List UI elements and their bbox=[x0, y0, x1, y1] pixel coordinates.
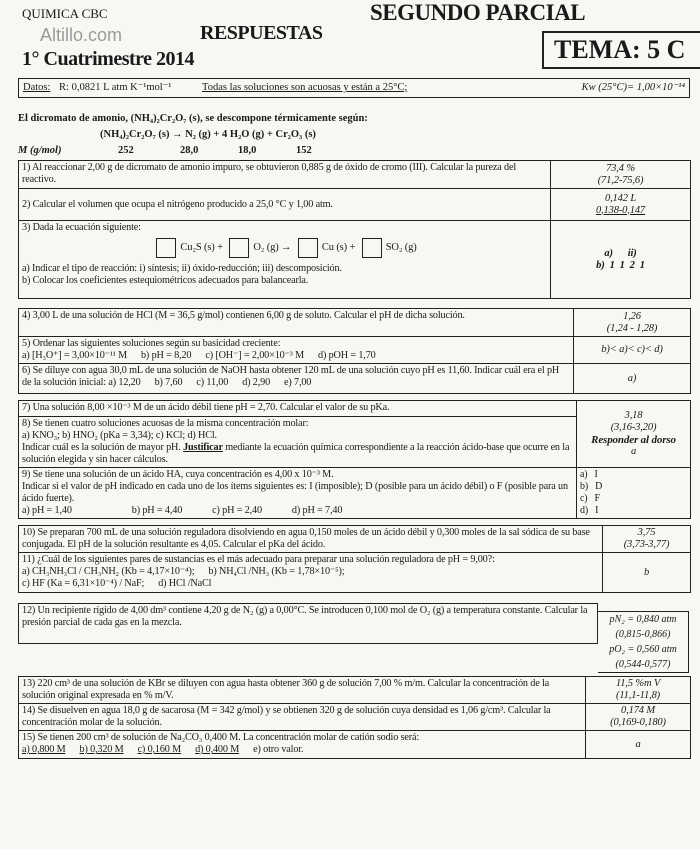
question-3-text: 3) Dada la ecuación siguiente: bbox=[22, 222, 141, 233]
option: c) pH = 2,40 bbox=[212, 505, 262, 516]
question-4: 4) 3,00 L de una solución de HCl (M = 36,5 g/mol) contienen 6,00 g de soluto. Calcular el pH de dicha solución. bbox=[19, 309, 574, 337]
question-12-table bbox=[18, 603, 598, 644]
option: b) NH₄Cl /NH₃ (Kb = 1,78×10⁻⁵); bbox=[208, 566, 345, 577]
option: c) [OH⁻] = 2,00×10⁻³ M bbox=[205, 350, 305, 361]
equation-to-balance bbox=[22, 237, 547, 259]
question-10: 10) Se preparan 700 mL de una solución reguladora disolviendo en agua 0,150 moles de un ácido débil y 0,300 moles de la sal sódica de su base conjugada. El pH de la solución resultante es 4,05. Calcular el pKa del ácido. bbox=[19, 526, 603, 553]
datos-label: Datos: bbox=[23, 82, 51, 93]
species: Cu (s) + bbox=[321, 242, 356, 253]
question-11-options bbox=[22, 566, 599, 578]
question-8 bbox=[19, 417, 577, 468]
answer-10 bbox=[603, 526, 691, 553]
term-label: 1° Cuatrimestre 2014 bbox=[22, 48, 195, 70]
answer-2 bbox=[551, 189, 691, 221]
question-11 bbox=[19, 553, 603, 593]
question-15 bbox=[19, 731, 586, 759]
question-14: 14) Se disuelven en agua 18,0 g de sacarosa (M = 342 g/mol) y se obtienen 320 g de solución cuya densidad es 1,06 g/cm³. Calcular la concentración molar de la solución. bbox=[19, 704, 586, 731]
datos-note: Todas las soluciones son acuosas y están a 25°C; bbox=[202, 82, 408, 93]
question-15-text: 15) Se tienen 200 cm³ de solución de Na₂CO₃ 0,400 M. La concentración molar de catión sodio será: bbox=[22, 732, 420, 743]
option: e) otro valor. bbox=[253, 744, 304, 755]
answer-value: 73,4 % bbox=[606, 162, 635, 174]
answer-12 bbox=[598, 611, 689, 673]
molar-mass: 152 bbox=[296, 145, 312, 156]
content-flow bbox=[18, 112, 691, 759]
answer-3 bbox=[551, 221, 691, 299]
option: a) 0,800 M bbox=[22, 744, 66, 755]
option: d) 0,400 M bbox=[195, 744, 240, 755]
answer-13 bbox=[586, 677, 691, 704]
answer-6: a) bbox=[574, 364, 691, 394]
question-3 bbox=[19, 221, 551, 299]
question-5-options bbox=[22, 350, 570, 362]
option: b) 0,320 M bbox=[79, 744, 124, 755]
molar-mass: 28,0 bbox=[180, 145, 199, 156]
answer-value: a bbox=[630, 446, 637, 457]
answer-value: 1,26 bbox=[623, 310, 641, 322]
option: c) HF (Ka = 6,31×10⁻⁴) / NaF; bbox=[22, 578, 145, 589]
species: O₂ (g) → bbox=[253, 242, 292, 253]
molar-masses bbox=[18, 144, 691, 158]
option: c) 11,00 bbox=[196, 377, 229, 388]
answer-range: (0,544-0,577) bbox=[615, 659, 671, 670]
option: d) 2,90 bbox=[242, 377, 271, 388]
option: b) 7,60 bbox=[154, 377, 183, 388]
question-1: 1) Al reaccionar 2,00 g de dicromato de amonio impuro, se obtuvieron 0,885 g de óxido de cromo (III). Calcular la pureza del reactivo. bbox=[19, 161, 551, 189]
question-9-options bbox=[22, 505, 573, 517]
option: e) 7,00 bbox=[284, 377, 312, 388]
question-8-text: mediante la ecuación química correspondiente a la reacción ácido-base que ocurre en la solución elegida y sin hacer cálculos. bbox=[22, 442, 570, 465]
coefficient-box[interactable] bbox=[362, 238, 382, 258]
questions-block-5 bbox=[18, 603, 691, 673]
question-9-text: 9) Se tiene una solución de un ácido HA, cuya concentración es 4,00 x 10⁻³ M. bbox=[22, 469, 334, 480]
question-12: 12) Un recipiente rígido de 4,00 dm³ contiene 4,20 g de N₂ (g) a 0,00°C. Se introducen 0,100 mol de O₂ (g) a temperatura constante. Calcular la presión parcial de cada gas en la mezcla. bbox=[19, 604, 598, 644]
answer-value: pO₂ = 0,560 atm bbox=[609, 644, 677, 655]
question-5 bbox=[19, 337, 574, 364]
coefficient-box[interactable] bbox=[156, 238, 176, 258]
answer-range: (3,16-3,20) bbox=[610, 422, 657, 433]
watermark-logo: Altillo.com bbox=[40, 25, 123, 45]
option: a) CH₃NH₃Cl / CH₃NH₂ (Kb = 4,17×10⁻⁴); bbox=[22, 566, 195, 577]
answer-value: 3,18 bbox=[624, 410, 643, 421]
coefficient-box[interactable] bbox=[298, 238, 318, 258]
exam-title: SEGUNDO PARCIAL bbox=[370, 0, 586, 25]
question-3a: a) Indicar el tipo de reacción: i) síntesis; ii) óxido-reducción; iii) descomposición. bbox=[22, 263, 342, 274]
question-6-options bbox=[108, 377, 325, 388]
option: d) pH = 7,40 bbox=[291, 505, 343, 516]
answer-value: 11,5 %m V bbox=[615, 678, 661, 689]
question-2: 2) Calcular el volumen que ocupa el nitrógeno producido a 25,0 °C y 1,00 atm. bbox=[19, 189, 551, 221]
questions-block-2 bbox=[18, 308, 691, 394]
answer-value: 0,142 L bbox=[604, 192, 637, 204]
answer-value: c) F bbox=[580, 493, 600, 504]
answer-7-8 bbox=[577, 401, 691, 468]
question-3b: b) Colocar los coeficientes estequiométricos adecuados para balancearla. bbox=[22, 275, 309, 286]
answer-value: b) D bbox=[580, 481, 603, 492]
option: a) 12,20 bbox=[108, 377, 141, 388]
question-13: 13) 220 cm³ de una solución de KBr se diluyen con agua hasta obtener 360 g de solución 7,00 % m/m. Calcular la concentración de la solución original expresada en % m/V. bbox=[19, 677, 586, 704]
answer-value: Responder al dorso bbox=[591, 434, 676, 446]
question-8-text: 8) Se tienen cuatro soluciones acuosas de la misma concentración molar: bbox=[22, 418, 309, 429]
answer-value: 3,75 bbox=[637, 527, 656, 538]
justify-label: Justificar bbox=[183, 442, 223, 453]
datos-left bbox=[23, 80, 413, 96]
answer-value: pN₂ = 0,840 atm bbox=[609, 614, 677, 625]
answer-value: b) 1 1 2 1 bbox=[596, 259, 645, 271]
tema-box: TEMA: 5 C bbox=[542, 31, 700, 69]
question-8-text: Indicar cuál es la solución de mayor pH. bbox=[22, 442, 181, 453]
course-name: QUIMICA CBC bbox=[22, 6, 108, 21]
option: a) pH = 1,40 bbox=[22, 505, 72, 516]
answer-range: 0,138-0,147 bbox=[595, 204, 646, 216]
answer-value: a) I bbox=[580, 469, 598, 480]
answer-14 bbox=[586, 704, 691, 731]
question-11-options bbox=[22, 578, 599, 590]
answer-9 bbox=[577, 468, 691, 519]
answer-range: (11,1-11,8) bbox=[615, 690, 661, 701]
question-9 bbox=[19, 468, 577, 519]
option: d) pOH = 1,70 bbox=[318, 350, 376, 361]
answer-value: a) ii) bbox=[604, 247, 637, 259]
gas-constant: R: 0,0821 L atm K⁻¹mol⁻¹ bbox=[59, 82, 172, 93]
answer-11: b bbox=[603, 553, 691, 593]
questions-block-1 bbox=[18, 160, 691, 299]
question-11-text: 11) ¿Cuál de los siguientes pares de sustancias es el más adecuado para preparar una solución reguladora de pH = 9,00?: bbox=[22, 554, 495, 565]
question-5-text: 5) Ordenar las siguientes soluciones según su basicidad creciente: bbox=[22, 338, 281, 349]
question-7: 7) Una solución 8,00 ×10⁻³ M de un ácido débil tiene pH = 2,70. Calcular el valor de su pKa. bbox=[19, 401, 577, 417]
questions-block-6 bbox=[18, 676, 691, 759]
answer-4 bbox=[574, 309, 691, 337]
answer-range: (0,169-0,180) bbox=[610, 717, 666, 728]
answer-range: (1,24 - 1,28) bbox=[606, 322, 658, 334]
question-8-options: a) KNO₃; b) HNO₂ (pKa = 3,34); c) KCl; d) HCl. bbox=[22, 430, 217, 441]
answer-value: 0,174 M bbox=[621, 705, 655, 716]
reaction-equation: (NH₄)₂Cr₂O₇ (s) → N₂ (g) + 4 H₂O (g) + Cr₂O₃ (s) bbox=[100, 129, 316, 140]
option: d) HCl /NaCl bbox=[158, 578, 212, 589]
option: a) [H₃O⁺] = 3,00×10⁻¹¹ M bbox=[22, 350, 127, 361]
coefficient-box[interactable] bbox=[229, 238, 249, 258]
molar-mass: 18,0 bbox=[238, 145, 257, 156]
question-9-text: Indicar si el valor de pH indicado en cada uno de los ítems siguientes es: I (imposible); D (posible para un ácido débil) o F (posible para un ácido fuerte). bbox=[22, 481, 568, 504]
option: b) pH = 8,20 bbox=[140, 350, 192, 361]
molar-mass: 252 bbox=[118, 145, 134, 156]
question-6 bbox=[19, 364, 574, 394]
answer-range: (0,815-0,866) bbox=[615, 629, 671, 640]
kw-value: Kw (25°C)= 1,00×10⁻¹⁴ bbox=[581, 82, 685, 93]
option: b) pH = 4,40 bbox=[131, 505, 183, 516]
answers-title: RESPUESTAS bbox=[200, 22, 323, 44]
answer-1 bbox=[551, 161, 691, 189]
answer-5: b)< a)< c)< d) bbox=[574, 337, 691, 364]
question-15-options bbox=[22, 744, 582, 756]
answer-15: a bbox=[586, 731, 691, 759]
species: SO₂ (g) bbox=[385, 242, 417, 253]
answer-range: (3,73-3,77) bbox=[623, 539, 670, 550]
answer-range: (71,2-75,6) bbox=[597, 174, 644, 186]
intro-text: El dicromato de amonio, (NH₄)₂Cr₂O₇ (s), se descompone térmicamente según: bbox=[18, 113, 368, 124]
answer-value: d) I bbox=[580, 505, 599, 516]
question-6-text: 6) Se diluye con agua 30,0 mL de una solución de NaOH hasta obtener 120 mL de una solución cuyo pH es 11,60. Indicar cuál era el pH de la solución inicial: bbox=[22, 365, 560, 388]
questions-block-4 bbox=[18, 525, 691, 593]
species: Cu₂S (s) + bbox=[180, 242, 223, 253]
datos-box bbox=[18, 78, 690, 98]
molar-mass-label: M (g/mol) bbox=[18, 145, 62, 156]
option: c) 0,160 M bbox=[137, 744, 182, 755]
questions-block-3 bbox=[18, 400, 691, 519]
